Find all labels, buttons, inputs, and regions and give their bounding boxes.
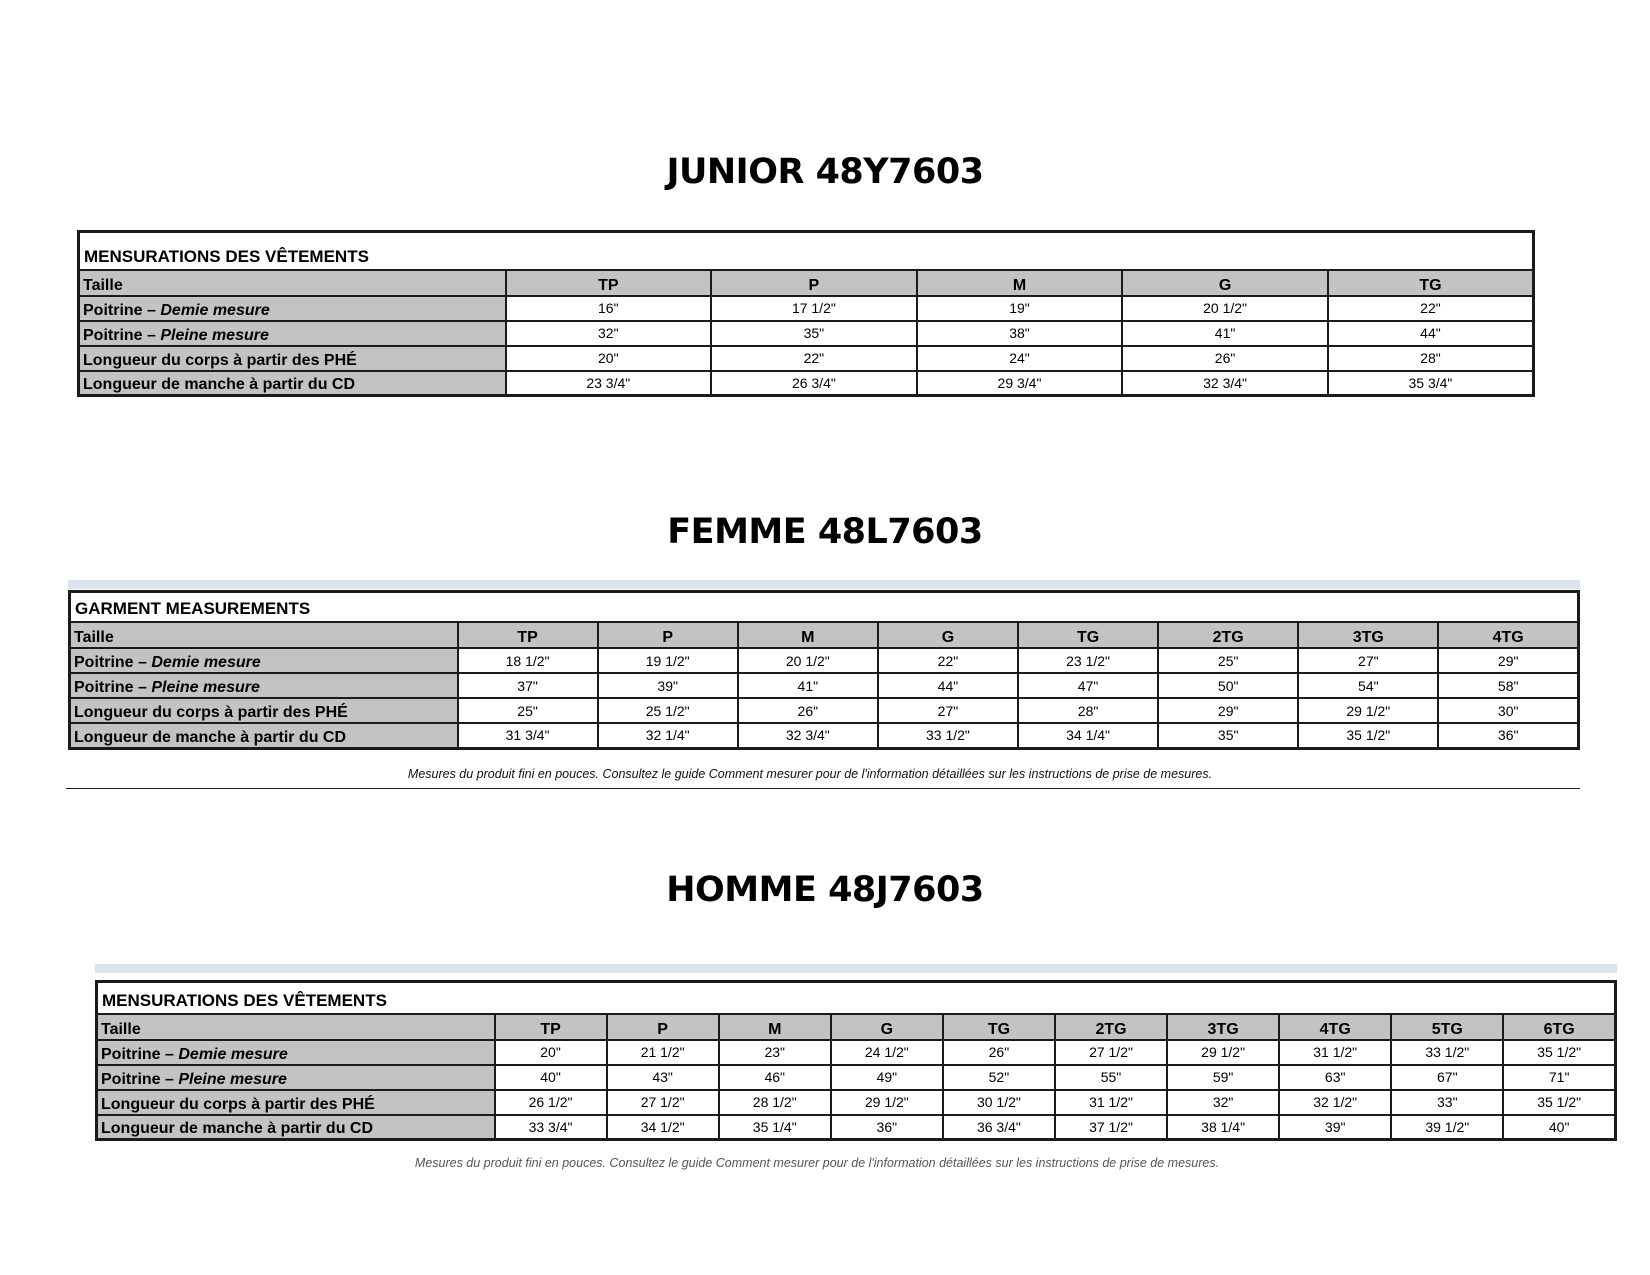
row-label <box>70 673 458 698</box>
row-label <box>97 1040 495 1065</box>
row-label <box>70 698 458 723</box>
row-label <box>70 648 458 673</box>
table-row <box>79 371 1534 396</box>
table-row <box>70 698 1579 723</box>
size-header-cell: TP <box>506 270 712 296</box>
size-header-cell: TP <box>495 1014 607 1040</box>
table-header: GARMENT MEASUREMENTS <box>70 592 1579 623</box>
value-cell: 35 1/2" <box>1503 1090 1615 1115</box>
value-cell: 28 1/2" <box>719 1090 831 1115</box>
size-header-cell: TG <box>943 1014 1055 1040</box>
row-label-main: Longueur du corps à partir des PHÉ <box>101 1095 375 1113</box>
row-label-main: Longueur de manche à partir du CD <box>83 376 356 393</box>
measurement-note: Mesures du produit fini en pouces. Consultez le guide Comment mesurer pour de l'information détaillées sur les instructions de prise de mesures. <box>407 767 1213 781</box>
value-cell: 40" <box>495 1065 607 1090</box>
size-header-cell: P <box>598 622 738 648</box>
row-label-main: Longueur du corps à partir des PHÉ <box>74 704 348 721</box>
value-cell: 49" <box>831 1065 943 1090</box>
value-cell: 26" <box>738 698 878 723</box>
size-header-cell: P <box>607 1014 719 1040</box>
size-header-cell: TG <box>1018 622 1158 648</box>
value-cell: 35" <box>711 321 917 346</box>
value-cell: 26" <box>1122 346 1328 371</box>
value-cell: 17 1/2" <box>711 296 917 321</box>
value-cell: 29 1/2" <box>831 1090 943 1115</box>
table-row <box>97 1065 1616 1090</box>
value-cell: 32" <box>506 321 712 346</box>
value-cell: 16" <box>506 296 712 321</box>
value-cell: 34 1/2" <box>607 1115 719 1140</box>
value-cell: 26" <box>943 1040 1055 1065</box>
row-label-italic: Pleine mesure <box>160 326 269 344</box>
value-cell: 41" <box>1122 321 1328 346</box>
value-cell: 63" <box>1279 1065 1391 1090</box>
size-header-cell: 2TG <box>1158 622 1298 648</box>
value-cell: 32 3/4" <box>1122 371 1328 396</box>
size-header-cell: G <box>1122 270 1328 296</box>
value-cell: 33 3/4" <box>495 1115 607 1140</box>
row-label-main: Longueur de manche à partir du CD <box>74 728 347 746</box>
section-title-femme: FEMME 48L7603 <box>667 512 983 552</box>
value-cell: 29" <box>1438 648 1578 673</box>
size-label: Taille <box>79 270 506 296</box>
value-cell: 32 1/4" <box>598 723 738 748</box>
size-header-cell: G <box>878 622 1018 648</box>
row-label-main: Longueur de manche à partir du CD <box>101 1120 374 1137</box>
decorative-band <box>68 580 1580 589</box>
size-header-cell: 4TG <box>1438 622 1578 648</box>
value-cell: 22" <box>1328 296 1534 321</box>
table-row <box>79 296 1534 321</box>
divider <box>66 788 1580 789</box>
row-label-main: Poitrine – <box>74 679 152 696</box>
value-cell: 27" <box>878 698 1018 723</box>
value-cell: 23 3/4" <box>506 371 712 396</box>
value-cell: 34 1/4" <box>1018 723 1158 748</box>
size-header-cell: M <box>719 1014 831 1040</box>
size-row <box>97 1014 1616 1040</box>
value-cell: 33 1/2" <box>1391 1040 1503 1065</box>
value-cell: 36 3/4" <box>943 1115 1055 1140</box>
table-header: MENSURATIONS DES VÊTEMENTS <box>97 982 1616 1014</box>
size-header-cell: TG <box>1328 270 1534 296</box>
table-row <box>97 1040 1616 1065</box>
size-row <box>70 622 1579 648</box>
value-cell: 59" <box>1167 1065 1279 1090</box>
table-row <box>79 346 1534 371</box>
size-table-femme <box>68 590 1580 750</box>
row-label <box>97 1090 495 1115</box>
value-cell: 39 1/2" <box>1391 1115 1503 1140</box>
size-label: Taille <box>97 1014 495 1040</box>
size-header-cell: M <box>738 622 878 648</box>
value-cell: 24 1/2" <box>831 1040 943 1065</box>
value-cell: 26 3/4" <box>711 371 917 396</box>
value-cell: 40" <box>1503 1115 1615 1140</box>
value-cell: 29 1/2" <box>1298 698 1438 723</box>
value-cell: 54" <box>1298 673 1438 698</box>
size-header-cell: 6TG <box>1503 1014 1615 1040</box>
row-label-italic: Pleine mesure <box>151 679 260 696</box>
value-cell: 44" <box>1328 321 1534 346</box>
row-label-italic: Demie mesure <box>151 654 261 671</box>
size-table-homme <box>95 980 1617 1141</box>
size-header-cell: G <box>831 1014 943 1040</box>
row-label-main: Poitrine – <box>83 301 161 319</box>
value-cell: 31 3/4" <box>458 723 598 748</box>
value-cell: 24" <box>917 346 1123 371</box>
value-cell: 30 1/2" <box>943 1090 1055 1115</box>
value-cell: 37" <box>458 673 598 698</box>
row-label <box>79 371 506 396</box>
size-label: Taille <box>70 622 458 648</box>
measurement-note: Mesures du produit fini en pouces. Consultez le guide Comment mesurer pour de l'information détaillées sur les instructions de prise de mesures. <box>414 1156 1220 1170</box>
row-label-italic: Pleine mesure <box>178 1070 287 1088</box>
value-cell: 58" <box>1438 673 1578 698</box>
value-cell: 39" <box>598 673 738 698</box>
size-header-cell: 5TG <box>1391 1014 1503 1040</box>
size-row <box>79 270 1534 296</box>
value-cell: 20" <box>495 1040 607 1065</box>
value-cell: 47" <box>1018 673 1158 698</box>
value-cell: 35 3/4" <box>1328 371 1534 396</box>
value-cell: 39" <box>1279 1115 1391 1140</box>
value-cell: 20" <box>506 346 712 371</box>
value-cell: 67" <box>1391 1065 1503 1090</box>
value-cell: 27" <box>1298 648 1438 673</box>
value-cell: 41" <box>738 673 878 698</box>
section-title-homme: HOMME 48J7603 <box>666 870 984 910</box>
value-cell: 33 1/2" <box>878 723 1018 748</box>
value-cell: 32 1/2" <box>1279 1090 1391 1115</box>
table-row <box>70 673 1579 698</box>
decorative-band <box>95 964 1617 973</box>
value-cell: 32" <box>1167 1090 1279 1115</box>
size-header-cell: 4TG <box>1279 1014 1391 1040</box>
value-cell: 52" <box>943 1065 1055 1090</box>
row-label-main: Poitrine – <box>101 1045 179 1063</box>
value-cell: 35" <box>1158 723 1298 748</box>
size-header-cell: TP <box>458 622 598 648</box>
row-label-main: Poitrine – <box>83 326 161 344</box>
value-cell: 19" <box>917 296 1123 321</box>
table-row <box>97 1115 1616 1140</box>
value-cell: 26 1/2" <box>495 1090 607 1115</box>
size-header-cell: 3TG <box>1298 622 1438 648</box>
value-cell: 27 1/2" <box>607 1090 719 1115</box>
row-label-main: Poitrine – <box>101 1070 179 1088</box>
value-cell: 23" <box>719 1040 831 1065</box>
value-cell: 36" <box>831 1115 943 1140</box>
size-header-cell: 3TG <box>1167 1014 1279 1040</box>
value-cell: 29" <box>1158 698 1298 723</box>
value-cell: 33" <box>1391 1090 1503 1115</box>
value-cell: 46" <box>719 1065 831 1090</box>
value-cell: 71" <box>1503 1065 1615 1090</box>
value-cell: 28" <box>1328 346 1534 371</box>
row-label-italic: Demie mesure <box>160 301 270 319</box>
value-cell: 30" <box>1438 698 1578 723</box>
value-cell: 37 1/2" <box>1055 1115 1167 1140</box>
section-title-junior: JUNIOR 48Y7603 <box>666 152 984 192</box>
size-header-cell: 2TG <box>1055 1014 1167 1040</box>
value-cell: 35 1/4" <box>719 1115 831 1140</box>
value-cell: 29 3/4" <box>917 371 1123 396</box>
value-cell: 31 1/2" <box>1055 1090 1167 1115</box>
table-row <box>79 321 1534 346</box>
value-cell: 21 1/2" <box>607 1040 719 1065</box>
row-label <box>70 723 458 748</box>
value-cell: 43" <box>607 1065 719 1090</box>
row-label <box>79 296 506 321</box>
value-cell: 18 1/2" <box>458 648 598 673</box>
size-header-cell: M <box>917 270 1123 296</box>
row-label <box>97 1065 495 1090</box>
value-cell: 35 1/2" <box>1503 1040 1615 1065</box>
value-cell: 38 1/4" <box>1167 1115 1279 1140</box>
value-cell: 28" <box>1018 698 1158 723</box>
row-label <box>97 1115 495 1140</box>
row-label <box>79 321 506 346</box>
value-cell: 20 1/2" <box>738 648 878 673</box>
value-cell: 25" <box>1158 648 1298 673</box>
row-label <box>79 346 506 371</box>
value-cell: 20 1/2" <box>1122 296 1328 321</box>
row-label-italic: Demie mesure <box>178 1045 288 1063</box>
table-row <box>70 723 1579 748</box>
value-cell: 31 1/2" <box>1279 1040 1391 1065</box>
value-cell: 25 1/2" <box>598 698 738 723</box>
value-cell: 25" <box>458 698 598 723</box>
table-row <box>97 1090 1616 1115</box>
table-row <box>70 648 1579 673</box>
value-cell: 22" <box>711 346 917 371</box>
value-cell: 32 3/4" <box>738 723 878 748</box>
size-header-cell: P <box>711 270 917 296</box>
value-cell: 23 1/2" <box>1018 648 1158 673</box>
row-label-main: Poitrine – <box>74 654 152 671</box>
value-cell: 44" <box>878 673 1018 698</box>
value-cell: 38" <box>917 321 1123 346</box>
value-cell: 29 1/2" <box>1167 1040 1279 1065</box>
value-cell: 35 1/2" <box>1298 723 1438 748</box>
value-cell: 27 1/2" <box>1055 1040 1167 1065</box>
value-cell: 22" <box>878 648 1018 673</box>
value-cell: 19 1/2" <box>598 648 738 673</box>
size-table-junior <box>77 230 1535 397</box>
row-label-main: Longueur du corps à partir des PHÉ <box>83 351 357 369</box>
value-cell: 50" <box>1158 673 1298 698</box>
value-cell: 36" <box>1438 723 1578 748</box>
value-cell: 55" <box>1055 1065 1167 1090</box>
table-header: MENSURATIONS DES VÊTEMENTS <box>79 232 1534 270</box>
